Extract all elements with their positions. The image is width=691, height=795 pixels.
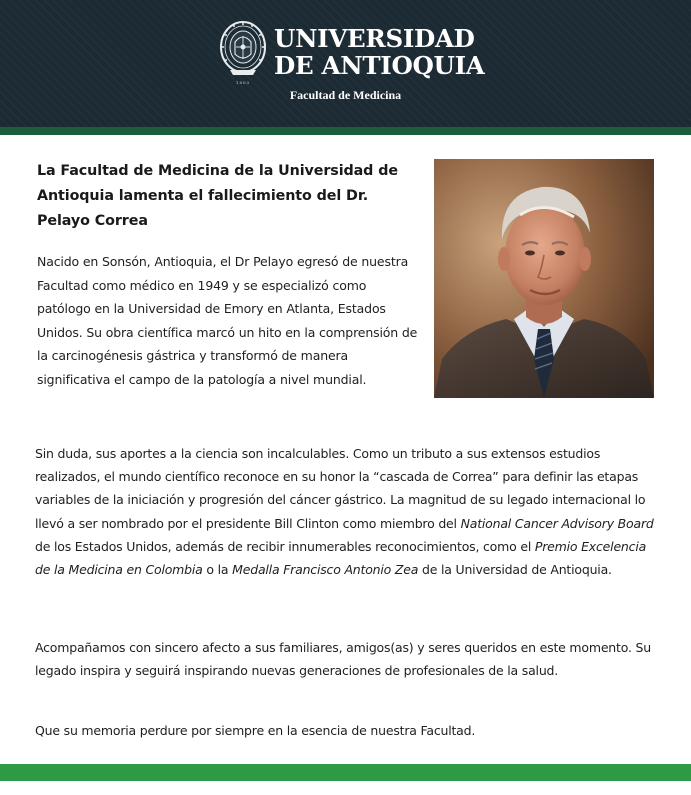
seal-year: 1803	[235, 80, 251, 85]
header-banner	[0, 0, 691, 127]
university-name-line2: DE ANTIOQUIA	[274, 51, 485, 80]
paragraph-closing: Que su memoria perdure por siempre en la esencia de nuestra Facultad.	[35, 723, 476, 738]
paragraph-contributions-part2: de los Estados Unidos, además de recibir innumerables reconocimientos, como el	[35, 538, 535, 554]
university-name-line1: UNIVERSIDAD	[274, 24, 475, 53]
header-divider	[0, 127, 691, 135]
premio-excelencia: Premio Excelencia de la Medicina en Colombia	[35, 538, 647, 578]
paragraph-biography: Nacido en Sonsón, Antioquia, el Dr Pelayo egresó de nuestra Facultad como médico en 1949 y se especializó como patólogo en la Universidad de Emory en Atlanta, Estados Unidos. Su obra científica marcó un hito en la comprensión de la carcinogénesis gástrica y transformó de manera significativa el campo de la patología a nivel mundial.	[37, 254, 418, 387]
faculty-name: Facultad de Medicina	[289, 88, 402, 102]
footer-bar	[0, 764, 691, 781]
paragraph-contributions-part1: Sin duda, sus aportes a la ciencia son incalculables. Como un tributo a sus extensos estudios realizados, el mundo científico reconoce en su honor la “cascada de Correa” para definir las etapas variables de la iniciación y progresión del cáncer gástrico. La magnitud de su legado internacional lo llevó a ser nombrado por el presidente Bill Clinton como miembro del	[35, 446, 646, 531]
paragraph-condolences: Acompañamos con sincero afecto a sus familiares, amigos(as) y seres queridos en este momento. Su legado inspira y seguirá inspirando nuevas generaciones de profesionales de la salud.	[35, 640, 651, 679]
article-title: La Facultad de Medicina de la Universidad de Antioquia lamenta el fallecimiento del Dr. Pelayo Correa	[37, 163, 398, 229]
medalla-francisco-antonio-zea: Medalla Francisco Antonio Zea	[232, 562, 419, 578]
paragraph-contributions-part3: o la	[202, 562, 233, 578]
national-cancer-advisory-board: National Cancer Advisory Board	[460, 515, 654, 531]
portrait-photo	[434, 159, 654, 398]
paragraph-contributions	[35, 442, 660, 581]
university-seal-icon	[218, 20, 268, 82]
paragraph-contributions-part4: de la Universidad de Antioquia.	[418, 562, 612, 578]
